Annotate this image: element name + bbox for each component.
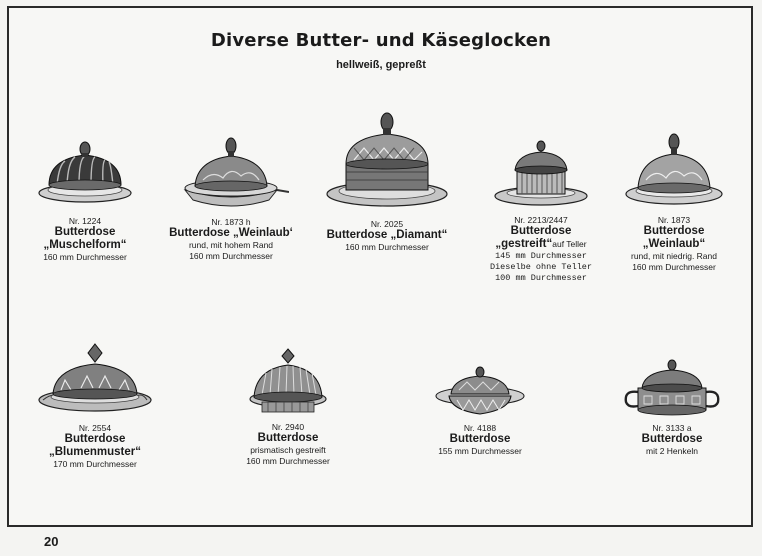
- item-diameter: 160 mm Durchmesser: [632, 262, 716, 272]
- item-description: rund, mit hohem Rand: [188, 240, 274, 250]
- butter-dish-striped-illustration: [489, 140, 593, 212]
- item-description: 155 mm Durchmesser: [438, 446, 522, 456]
- item-diameter: 160 mm Durchmesser: [246, 456, 330, 466]
- item-name: Butterdose: [643, 225, 705, 237]
- product-1873h: [168, 130, 294, 262]
- butter-dish-tab-handles-illustration: [433, 366, 527, 420]
- item-pattern-suffix: auf Teller: [552, 239, 587, 249]
- item-name-pattern: „Muschelform“: [43, 239, 127, 251]
- item-name: Butterdose „Weinlaub‘: [169, 227, 293, 239]
- item-description: 170 mm Durchmesser: [53, 459, 137, 469]
- item-number: Nr. 1873: [657, 215, 691, 225]
- butter-dish-prismatic-illustration: [240, 347, 336, 419]
- product-1873: [618, 128, 730, 273]
- item-name-pattern: „Weinlaub“: [642, 238, 706, 250]
- butter-dish-flower-illustration: [35, 340, 155, 420]
- page-number: 20: [44, 534, 59, 549]
- item-variant: Dieselbe ohne Teller: [489, 262, 593, 272]
- item-description: prismatisch gestreift: [250, 445, 326, 455]
- item-description: 160 mm Durchmesser: [345, 242, 429, 252]
- item-number: Nr. 4188: [463, 423, 497, 433]
- item-description: 160 mm Durchmesser: [43, 252, 127, 262]
- product-4188: [422, 366, 538, 457]
- item-number: Nr. 2940: [271, 422, 305, 432]
- product-1224: [30, 135, 140, 263]
- item-number: Nr. 2213/2447: [514, 215, 568, 225]
- item-pattern-name: „gestreift“: [495, 238, 553, 250]
- product-3133a: [612, 358, 732, 457]
- item-name: Butterdose: [257, 432, 319, 444]
- item-name: Butterdose: [64, 433, 126, 445]
- product-2213-2447: [482, 140, 600, 284]
- item-name-pattern: [482, 238, 600, 251]
- item-variant-diameter: 100 mm Durchmesser: [495, 273, 587, 283]
- item-name: Butterdose „Diamant“: [326, 229, 448, 241]
- item-diameter: 160 mm Durchmesser: [189, 251, 273, 261]
- item-name: Butterdose: [510, 225, 572, 237]
- item-description: rund, mit niedrig. Rand: [631, 251, 717, 261]
- item-number: Nr. 2554: [78, 423, 112, 433]
- item-name: Butterdose: [449, 433, 511, 445]
- item-name-pattern: „Blumenmuster“: [48, 446, 142, 458]
- butter-dish-shell-illustration: [35, 135, 135, 213]
- product-2940: [228, 347, 348, 467]
- butter-dish-two-handles-illustration: [620, 358, 724, 420]
- product-2554: [32, 340, 158, 470]
- item-description: mit 2 Henkeln: [646, 446, 698, 456]
- item-number: Nr. 2025: [370, 219, 404, 229]
- item-number: Nr. 1224: [68, 216, 102, 226]
- butter-dish-vine-low-illustration: [622, 128, 726, 212]
- page-title: Diverse Butter- und Käseglocken: [210, 30, 552, 51]
- product-2025: [322, 112, 452, 253]
- page-subtitle: hellweiß, gepreßt: [336, 59, 426, 71]
- item-name: Butterdose: [54, 226, 116, 238]
- butter-dish-diamond-illustration: [324, 112, 450, 216]
- butter-dish-vine-high-illustration: [173, 130, 289, 214]
- item-number: Nr. 1873 h: [211, 217, 251, 227]
- item-diameter: 145 mm Durchmesser: [495, 251, 587, 261]
- item-name: Butterdose: [641, 433, 703, 445]
- item-number: Nr. 3133 a: [652, 423, 692, 433]
